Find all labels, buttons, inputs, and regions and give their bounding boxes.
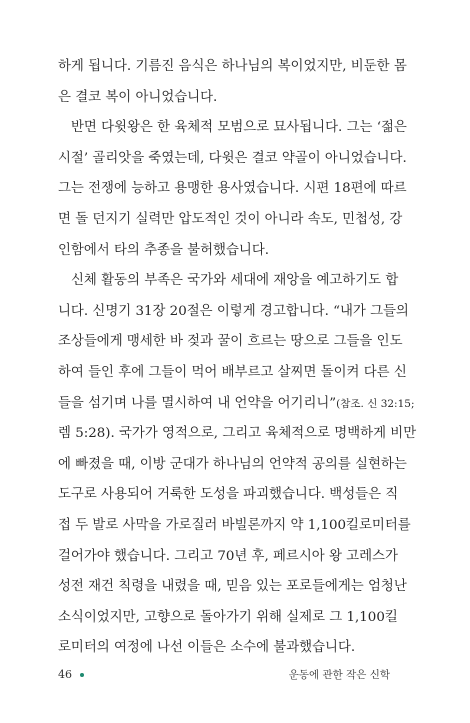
text-line: 시절’ 골리앗을 죽였는데, 다윗은 결코 약골이 아니었습니다. [58,150,407,166]
text-line: 걸어가야 했습니다. 그리고 70년 후, 페르시아 왕 고레스가 [58,548,398,564]
text-line: 반면 다윗왕은 한 육체적 모범으로 묘사됩니다. 그는 ‘젊은 [71,120,407,136]
quote-text: 들을 섬기며 나를 멸시하여 내 언약을 어기리니” [58,395,337,411]
bullet-dot-icon [80,673,84,677]
text-line: 도구로 사용되어 거룩한 도성을 파괴했습니다. 백성들은 직 [58,487,399,503]
text-line: 은 결코 복이 아니었습니다. [58,89,218,105]
text-line: 로미터의 여정에 나선 이들은 소수에 불과했습니다. [58,640,356,656]
text-line: 하여 들인 후에 그들이 먹어 배부르고 살찌면 돌이켜 다른 신 [58,364,407,380]
page-number: 46 [58,668,72,681]
text-line: 에 빠졌을 때, 이방 군대가 하나님의 언약적 공의를 실현하는 [58,456,407,472]
text-line-with-citation [58,389,415,420]
text-line: 인함에서 타의 추종을 불허했습니다. [58,242,270,258]
text-line: 면 돌 던지기 실력만 압도적인 것이 아니라 속도, 민첩성, 강 [58,211,403,227]
text-line: 소식이었지만, 고향으로 돌아가기 위해 실제로 그 1,100킬 [58,609,398,625]
text-line: 하게 됩니다. 기름진 음식은 하나님의 복이었지만, 비둔한 몸 [58,59,407,74]
text-line: 그는 전쟁에 능하고 용맹한 용사였습니다. 시편 18편에 따르 [58,181,407,197]
text-line: 신체 활동의 부족은 국가와 세대에 재앙을 예고하기도 합 [71,273,399,289]
body-text [58,52,417,664]
text-line: 니다. 신명기 31장 20절은 이렇게 경고합니다. “내가 그들의 [58,303,409,319]
text-line: 렘 5:28). 국가가 영적으로, 그리고 육체적으로 명백하게 비만 [58,426,417,442]
text-line: 조상들에게 맹세한 바 젖과 꿀이 흐르는 땅으로 그들을 인도 [58,334,403,350]
text-line: 성전 재건 칙령을 내렸을 때, 믿음 있는 포로들에게는 엄청난 [58,579,407,595]
citation-text: (참조. 신 32:15; [336,397,415,410]
page-footer [58,665,390,685]
text-line: 접 두 발로 사막을 가로질러 바빌론까지 약 1,100킬로미터를 [58,517,411,533]
running-title: 운동에 관한 작은 신학 [288,669,390,681]
